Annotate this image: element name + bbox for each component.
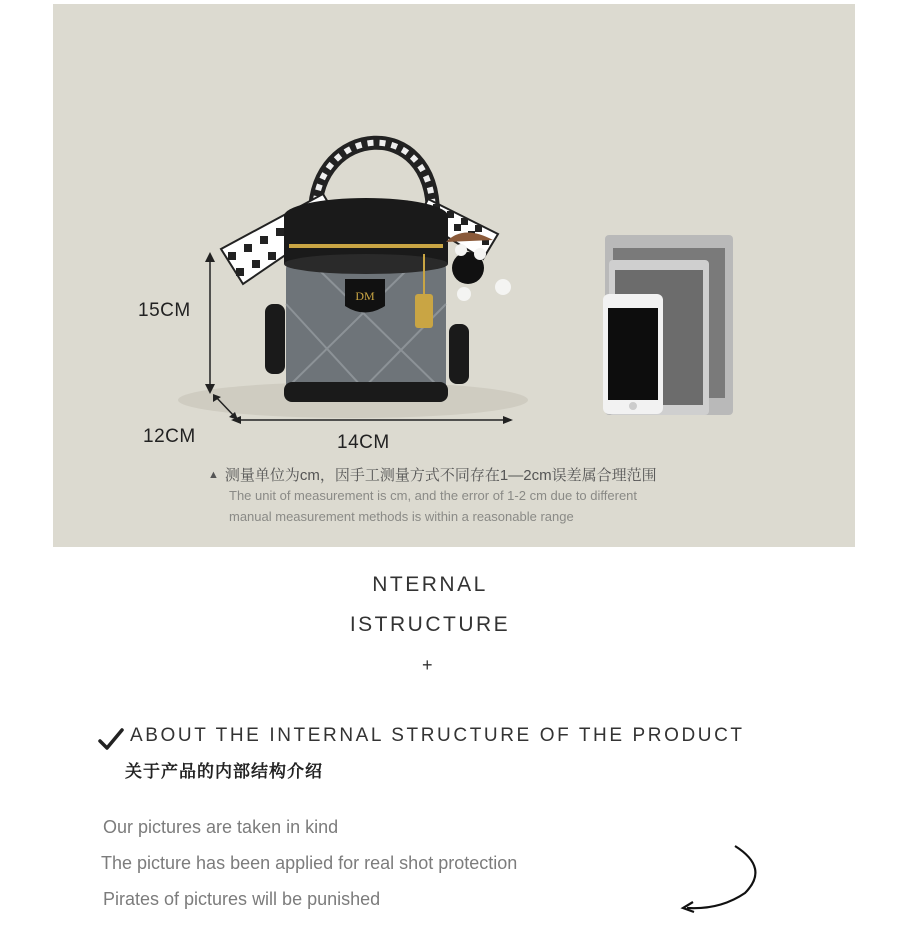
protection-line-1: Our pictures are taken in kind [103,817,339,837]
about-heading-cn: 关于产品的内部结构介绍 [125,762,323,781]
about-heading-en: ABOUT THE INTERNAL STRUCTURE OF THE PRODUCT [130,725,745,746]
product-size-banner [53,4,855,547]
triangle-up-icon: ▲ [208,469,219,481]
protection-line-2: The picture has been applied for real shot protection [101,853,518,873]
structure-heading-line1: NTERNAL [372,573,488,596]
checkmark-icon [98,728,124,752]
measurement-note-en-line1: The unit of measurement is cm, and the error of 1-2 cm due to different [229,488,638,503]
measurement-note-cn: ▲ 测量单位为cm，因手工测量方式不同存在1—2cm误差属合理范围 [208,467,657,484]
curved-arrow-icon [675,838,765,918]
device-size-comparison [603,235,733,415]
structure-heading-line2: ISTRUCTURE [349,613,511,636]
width-label: 14CM [337,432,390,453]
brand-logo: DM [355,289,375,303]
measurement-note-en-line2: manual measurement methods is within a reasonable range [229,509,574,524]
depth-label: 12CM [143,426,196,447]
protection-line-3: Pirates of pictures will be punished [103,889,381,909]
height-label: 15CM [138,300,191,321]
plus-icon: + [422,655,433,675]
